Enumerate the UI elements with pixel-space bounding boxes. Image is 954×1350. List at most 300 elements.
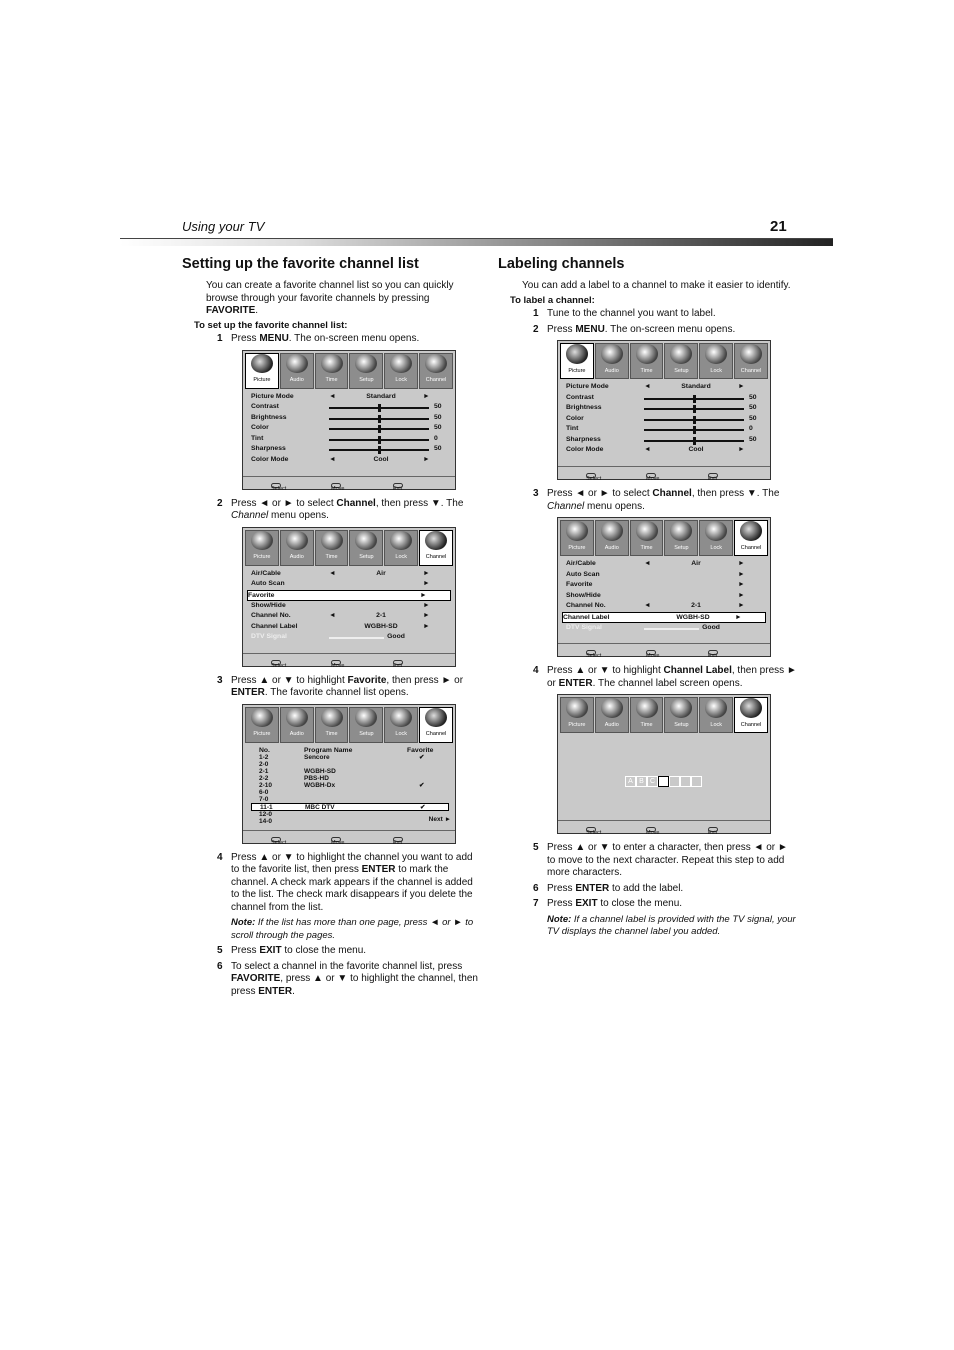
tab-lock[interactable]	[699, 343, 733, 379]
audio-icon	[286, 708, 308, 728]
menu-item-value: 50	[434, 403, 442, 410]
step-4: 4 Press ▲ or ▼ to highlight Channel Label, then press ► or ENTER. The channel label screen opens.	[533, 665, 797, 689]
channel-icon	[425, 354, 447, 374]
menu-item-label: DTV Signal	[566, 623, 602, 631]
tab-lock[interactable]	[384, 707, 418, 743]
menu-row-color[interactable]	[566, 414, 762, 425]
menu-items	[251, 392, 447, 466]
right-arrow-icon: ►	[738, 602, 745, 609]
left-arrow-icon: ◄	[644, 602, 651, 609]
tab-lock[interactable]	[384, 530, 418, 566]
tab-label: Channel	[425, 377, 447, 383]
menu-row-show-hide[interactable]	[251, 601, 447, 612]
tab-label: Setup	[674, 367, 689, 374]
setup-icon	[670, 698, 692, 718]
tab-time[interactable]	[630, 343, 664, 379]
menu-row-favorite[interactable]	[566, 580, 762, 591]
right-arrow-icon: ►	[738, 383, 745, 390]
menu-items	[563, 559, 762, 633]
menu-tabs	[560, 343, 768, 379]
footer-label: Move	[646, 476, 660, 482]
menu-footer	[243, 653, 455, 669]
tab-audio[interactable]	[595, 697, 629, 733]
menu-item-value: 2-1	[376, 612, 386, 619]
procedure-heading: To label a channel:	[510, 294, 595, 306]
step-1: 1 Tune to the channel you want to label.	[533, 308, 716, 319]
list-item[interactable]	[251, 754, 449, 761]
menu-item-label: Sharpness	[251, 445, 286, 452]
footer-label: Select	[586, 476, 602, 482]
channel-icon	[740, 344, 762, 364]
left-arrow-icon: ◄	[644, 560, 651, 567]
tab-time[interactable]	[630, 697, 664, 733]
slider-knob[interactable]	[693, 437, 696, 445]
lock-icon	[705, 698, 727, 718]
tab-label: Time	[325, 554, 338, 560]
menu-item-label: Contrast	[566, 393, 594, 401]
menu-row-channel-no[interactable]	[566, 601, 762, 612]
lock-icon	[705, 344, 727, 364]
menu-item-label: Favorite	[566, 581, 593, 588]
setup-icon	[355, 708, 377, 728]
program-name: WGBH-Dx	[304, 781, 336, 789]
menu-row-dtv-signal[interactable]	[566, 623, 762, 634]
program-name: WGBH-SD	[304, 767, 336, 775]
next-page-button[interactable]: Next ►	[428, 816, 451, 823]
tab-label: Time	[325, 731, 338, 737]
tab-label: Setup	[359, 377, 374, 383]
slider-knob[interactable]	[693, 426, 696, 434]
tab-channel[interactable]	[419, 530, 453, 566]
menu-tabs	[560, 520, 768, 556]
picture-icon	[251, 531, 273, 551]
tab-audio[interactable]	[280, 707, 314, 743]
tab-picture[interactable]	[245, 353, 279, 389]
list-item[interactable]	[251, 818, 449, 825]
picture-icon	[251, 708, 273, 728]
favorite-list	[251, 745, 449, 825]
tab-label: Picture	[568, 367, 586, 374]
clock-icon	[636, 698, 658, 718]
label-char[interactable]: A	[625, 776, 636, 787]
right-arrow-icon: ►	[423, 601, 430, 609]
program-name: PBS-HD	[304, 774, 329, 782]
step-7: 7 Press EXIT to close the menu.	[533, 898, 683, 909]
menu-footer	[243, 830, 455, 846]
step-3: 3 Press ◄ or ► to select Channel, then press ▼. The Channel menu opens.	[533, 488, 780, 512]
tab-lock[interactable]	[699, 697, 733, 733]
menu-item-label: Color Mode	[566, 446, 604, 453]
menu-tabs	[560, 697, 768, 733]
tab-audio[interactable]	[280, 530, 314, 566]
right-arrow-icon: ►	[423, 580, 430, 587]
list-item[interactable]	[251, 775, 449, 782]
menu-items	[566, 382, 762, 456]
menu-item-value: 50	[434, 413, 442, 421]
setup-icon	[670, 344, 692, 364]
tab-label: Time	[640, 721, 653, 728]
menu-item-label: Channel No.	[251, 612, 291, 619]
menu-item-label: DTV Signal	[251, 633, 287, 640]
channel-number: 12-0	[259, 810, 273, 818]
clock-icon	[636, 521, 658, 541]
channel-menu-screen	[242, 527, 456, 667]
right-arrow-icon: ►	[738, 591, 745, 599]
menu-footer	[558, 643, 770, 659]
program-name: MBC DTV	[305, 803, 335, 811]
menu-item-label: Tint	[251, 434, 264, 442]
menu-item-label: Tint	[566, 425, 579, 432]
audio-icon	[286, 354, 308, 374]
slider-track[interactable]	[644, 440, 744, 442]
favorite-check-icon: ✔	[419, 753, 425, 761]
list-item[interactable]	[251, 789, 449, 796]
tab-audio[interactable]	[280, 353, 314, 389]
menu-row-sharpness[interactable]	[251, 444, 447, 455]
menu-row-auto-scan[interactable]	[566, 570, 762, 581]
tab-setup[interactable]	[349, 353, 383, 389]
right-arrow-icon: ►	[738, 560, 745, 567]
menu-item-label: Picture Mode	[251, 392, 294, 400]
menu-row-air-cable[interactable]	[566, 559, 762, 570]
picture-menu-screen	[557, 340, 771, 480]
menu-row-contrast[interactable]	[566, 393, 762, 404]
menu-item-label: Favorite	[248, 591, 275, 599]
column-header: No.	[259, 746, 270, 754]
favorite-list-screen	[242, 704, 456, 844]
slider-knob[interactable]	[693, 405, 696, 413]
slider-knob[interactable]	[693, 416, 696, 424]
tab-setup[interactable]	[349, 530, 383, 566]
menu-item-label: Channel Label	[251, 622, 298, 630]
setup-icon	[670, 521, 692, 541]
note: Note: If the list has more than one page, press ◄ or ► to scroll through the pages.	[231, 917, 474, 941]
tab-audio[interactable]	[595, 343, 629, 379]
footer-label: Exit	[393, 839, 403, 846]
picture-icon	[566, 344, 588, 364]
section-title: Setting up the favorite channel list	[182, 256, 419, 272]
menu-row-contrast[interactable]	[251, 402, 447, 413]
footer-label: Move	[646, 830, 660, 836]
slider-knob[interactable]	[693, 395, 696, 403]
right-arrow-icon: ►	[738, 446, 745, 453]
channel-number: 6-0	[259, 788, 269, 796]
right-arrow-icon: ►	[423, 392, 430, 400]
tab-lock[interactable]	[699, 520, 733, 556]
menu-row-channel-label[interactable]	[562, 612, 766, 623]
tab-picture[interactable]	[245, 530, 279, 566]
menu-item-label: Contrast	[251, 403, 279, 410]
list-item[interactable]	[251, 782, 449, 789]
menu-item-label: Channel Label	[563, 613, 610, 621]
menu-item-value: Cool	[688, 446, 704, 453]
tab-label: Picture	[253, 731, 271, 737]
tab-label: Lock	[710, 544, 723, 551]
tab-picture[interactable]	[245, 707, 279, 743]
favorite-section	[182, 256, 482, 1001]
slider-track[interactable]	[329, 439, 429, 441]
left-arrow-icon: ◄	[329, 612, 336, 619]
right-arrow-icon: ►	[738, 581, 745, 588]
tab-setup[interactable]	[664, 343, 698, 379]
section-title: Labeling channels	[498, 256, 625, 272]
tab-time[interactable]	[315, 707, 349, 743]
tab-label: Lock	[710, 367, 723, 374]
menu-footer	[243, 476, 455, 492]
step-1: 1 Press MENU. The on-screen menu opens.	[217, 333, 420, 344]
right-arrow-icon: ►	[423, 622, 430, 630]
section-intro: You can create a favorite channel list so you can quickly browse through your favorite channels by pressing FAVORITE.	[206, 280, 454, 316]
slider-track[interactable]	[644, 408, 744, 410]
step-6: 6 To select a channel in the favorite channel list, press FAVORITE, press ▲ or ▼ to highlight the channel, then press ENTER.	[217, 960, 478, 997]
menu-items	[248, 569, 447, 643]
footer-label: Move	[646, 653, 660, 659]
list-item[interactable]	[251, 761, 449, 768]
tab-label: Time	[325, 377, 338, 383]
menu-item-value: 50	[434, 424, 442, 431]
audio-icon	[286, 531, 308, 551]
slider-track[interactable]	[644, 429, 744, 431]
tab-audio[interactable]	[595, 520, 629, 556]
menu-item-label: Color Mode	[251, 455, 289, 463]
program-name: Sencore	[304, 753, 330, 761]
left-arrow-icon: ◄	[329, 569, 336, 577]
footer-label: Select	[271, 839, 287, 846]
tab-picture[interactable]	[560, 520, 594, 556]
slider-track[interactable]	[329, 407, 429, 409]
menu-item-value: 50	[749, 414, 757, 422]
tab-label: Picture	[253, 554, 271, 560]
menu-item-value: 50	[434, 445, 442, 452]
procedure-heading: To set up the favorite channel list:	[194, 319, 348, 331]
tab-label: Channel	[740, 367, 762, 374]
channel-number: 2-10	[259, 781, 273, 789]
slider-knob[interactable]	[378, 436, 381, 444]
right-arrow-icon: ►	[735, 613, 742, 621]
menu-item-label: Auto Scan	[251, 580, 285, 587]
list-item[interactable]	[251, 803, 449, 811]
slider-knob[interactable]	[378, 425, 381, 433]
tab-label: Setup	[359, 731, 374, 737]
tab-channel[interactable]	[734, 343, 768, 379]
tab-time[interactable]	[315, 530, 349, 566]
tab-time[interactable]	[630, 520, 664, 556]
menu-item-value: 2-1	[691, 602, 701, 609]
list-item[interactable]	[251, 811, 449, 818]
menu-row-brightness[interactable]	[566, 403, 762, 414]
menu-row-auto-scan[interactable]	[251, 579, 447, 590]
label-char[interactable]	[658, 776, 669, 787]
menu-row-color-mode[interactable]	[566, 445, 762, 456]
footer-label: Exit	[708, 476, 718, 482]
tab-picture[interactable]	[560, 697, 594, 733]
footer-label: Move	[331, 662, 345, 669]
menu-row-show-hide[interactable]	[566, 591, 762, 602]
step-6: 6 Press ENTER to add the label.	[533, 882, 684, 894]
slider-track[interactable]	[644, 419, 744, 421]
slider-track[interactable]	[329, 428, 429, 430]
step-2: 2 Press ◄ or ► to select Channel, then press ▼. The Channel menu opens.	[217, 497, 464, 521]
tab-label: Lock	[395, 377, 408, 383]
tab-label: Picture	[253, 377, 271, 383]
label-entry[interactable]	[625, 776, 702, 787]
lock-icon	[705, 521, 727, 541]
right-arrow-icon: ►	[423, 569, 430, 577]
tab-channel[interactable]	[734, 697, 768, 733]
footer-label: Move	[331, 839, 345, 846]
footer-label: Exit	[393, 485, 403, 492]
tab-label: Picture	[568, 544, 586, 551]
lock-icon	[390, 708, 412, 728]
slider-track[interactable]	[329, 418, 429, 420]
menu-tabs	[245, 353, 453, 389]
menu-row-picture-mode[interactable]	[566, 382, 762, 393]
favorite-check-icon: ✔	[420, 803, 426, 811]
picture-icon	[251, 354, 273, 374]
tab-setup[interactable]	[349, 707, 383, 743]
footer-label: Exit	[393, 662, 403, 669]
tab-label: Audio	[289, 377, 304, 383]
tab-channel[interactable]	[734, 520, 768, 556]
list-item[interactable]	[251, 796, 449, 803]
tab-label: Setup	[359, 554, 374, 560]
picture-icon	[566, 698, 588, 718]
channel-icon	[425, 708, 447, 728]
tab-label: Lock	[395, 554, 408, 560]
picture-menu-screen	[242, 350, 456, 490]
column-header: Program Name	[304, 746, 353, 754]
tab-label: Setup	[674, 721, 689, 728]
label-char[interactable]: C	[647, 776, 658, 787]
tab-label: Audio	[604, 544, 619, 551]
column-header: Favorite	[407, 746, 434, 754]
footer-label: Exit	[708, 653, 718, 659]
menu-item-value: Standard	[366, 392, 396, 400]
menu-row-channel-no[interactable]	[251, 611, 447, 622]
tab-label: Time	[640, 544, 653, 551]
left-arrow-icon: ◄	[644, 383, 651, 390]
menu-item-value: Standard	[681, 383, 711, 390]
clock-icon	[321, 531, 343, 551]
label-char[interactable]	[669, 776, 680, 787]
step-5: 5 Press ▲ or ▼ to enter a character, then press ◄ or ► to move to the next character. Repeat this step to add more characters.	[533, 842, 788, 878]
menu-item-label: Picture Mode	[566, 383, 609, 390]
menu-item-value: Air	[691, 560, 701, 567]
tab-lock[interactable]	[384, 353, 418, 389]
slider-knob[interactable]	[378, 446, 381, 454]
label-char[interactable]: B	[636, 776, 647, 787]
step-3: 3 Press ▲ or ▼ to highlight Favorite, then press ► or ENTER. The favorite channel list opens.	[217, 674, 464, 698]
list-header	[251, 745, 449, 754]
tab-label: Picture	[568, 721, 586, 728]
menu-item-label: Air/Cable	[566, 560, 596, 567]
menu-item-label: Auto Scan	[566, 570, 600, 578]
menu-row-air-cable[interactable]	[251, 569, 447, 580]
menu-item-label: Air/Cable	[251, 569, 281, 577]
section-intro: You can add a label to a channel to make it easier to identify.	[522, 280, 791, 291]
channel-label-screen	[557, 694, 771, 834]
slider-track[interactable]	[329, 449, 429, 451]
channel-icon	[740, 521, 762, 541]
channel-icon	[425, 531, 447, 551]
menu-row-picture-mode[interactable]	[251, 392, 447, 403]
left-arrow-icon: ◄	[329, 455, 336, 463]
clock-icon	[321, 354, 343, 374]
tab-picture[interactable]	[560, 343, 594, 379]
menu-footer	[558, 820, 770, 836]
tab-channel[interactable]	[419, 707, 453, 743]
menu-item-value: 0	[434, 434, 438, 442]
menu-item-label: Show/Hide	[251, 601, 286, 609]
left-arrow-icon: ◄	[644, 446, 651, 453]
tab-label: Audio	[604, 721, 619, 728]
menu-row-color[interactable]	[251, 423, 447, 434]
menu-item-label: Color	[251, 424, 269, 431]
tab-label: Setup	[674, 544, 689, 551]
header-rule	[120, 238, 833, 246]
menu-item-value: WGBH-SD	[364, 622, 398, 630]
menu-row-sharpness[interactable]	[566, 435, 762, 446]
menu-row-brightness[interactable]	[251, 413, 447, 424]
slider-track[interactable]	[644, 398, 744, 400]
slider-knob[interactable]	[378, 404, 381, 412]
channel-icon	[740, 698, 762, 718]
tab-label: Audio	[289, 731, 304, 737]
menu-row-favorite[interactable]	[247, 590, 451, 601]
menu-row-dtv-signal[interactable]	[251, 632, 447, 643]
menu-item-value: WGBH-SD	[676, 613, 710, 621]
menu-row-channel-label[interactable]	[251, 622, 447, 633]
menu-row-tint[interactable]	[566, 424, 762, 435]
menu-item-value: 50	[749, 393, 757, 401]
footer-label: Exit	[708, 830, 718, 836]
menu-item-value: 50	[749, 404, 757, 411]
audio-icon	[601, 521, 623, 541]
menu-row-color-mode[interactable]	[251, 455, 447, 466]
tab-setup[interactable]	[664, 697, 698, 733]
footer-label: Select	[271, 662, 287, 669]
step-4: 4 Press ▲ or ▼ to highlight the channel you want to add to the favorite list, then press ENTER to mark the channel. A check mark appears if the channel is added to the list. The check mark disappears if you delete the channel from the list.	[217, 851, 473, 913]
note: Note: If a channel label is provided with the TV signal, your TV displays the channel label you added.	[547, 913, 796, 937]
label-char[interactable]	[680, 776, 691, 787]
menu-item-label: Brightness	[566, 404, 602, 411]
channel-number: 14-0	[259, 817, 273, 825]
menu-tabs	[245, 530, 453, 566]
menu-row-tint[interactable]	[251, 434, 447, 445]
setup-icon	[355, 354, 377, 374]
list-item[interactable]	[251, 768, 449, 775]
tab-time[interactable]	[315, 353, 349, 389]
lock-icon	[390, 531, 412, 551]
tab-setup[interactable]	[664, 520, 698, 556]
tab-channel[interactable]	[419, 353, 453, 389]
menu-item-value: Good	[702, 623, 720, 631]
channel-menu-screen	[557, 517, 771, 657]
step-5: 5 Press EXIT to close the menu.	[217, 945, 367, 956]
tab-label: Lock	[710, 721, 723, 728]
setup-icon	[355, 531, 377, 551]
page-number: 21	[770, 218, 787, 235]
clock-icon	[636, 344, 658, 364]
label-char[interactable]	[691, 776, 702, 787]
menu-item-label: Color	[566, 414, 584, 422]
menu-item-value: 50	[749, 435, 757, 443]
menu-item-value: Air	[376, 569, 386, 577]
slider-knob[interactable]	[378, 415, 381, 423]
menu-item-label: Show/Hide	[566, 591, 601, 599]
labeling-section	[498, 256, 798, 942]
menu-item-label: Channel No.	[566, 602, 606, 609]
